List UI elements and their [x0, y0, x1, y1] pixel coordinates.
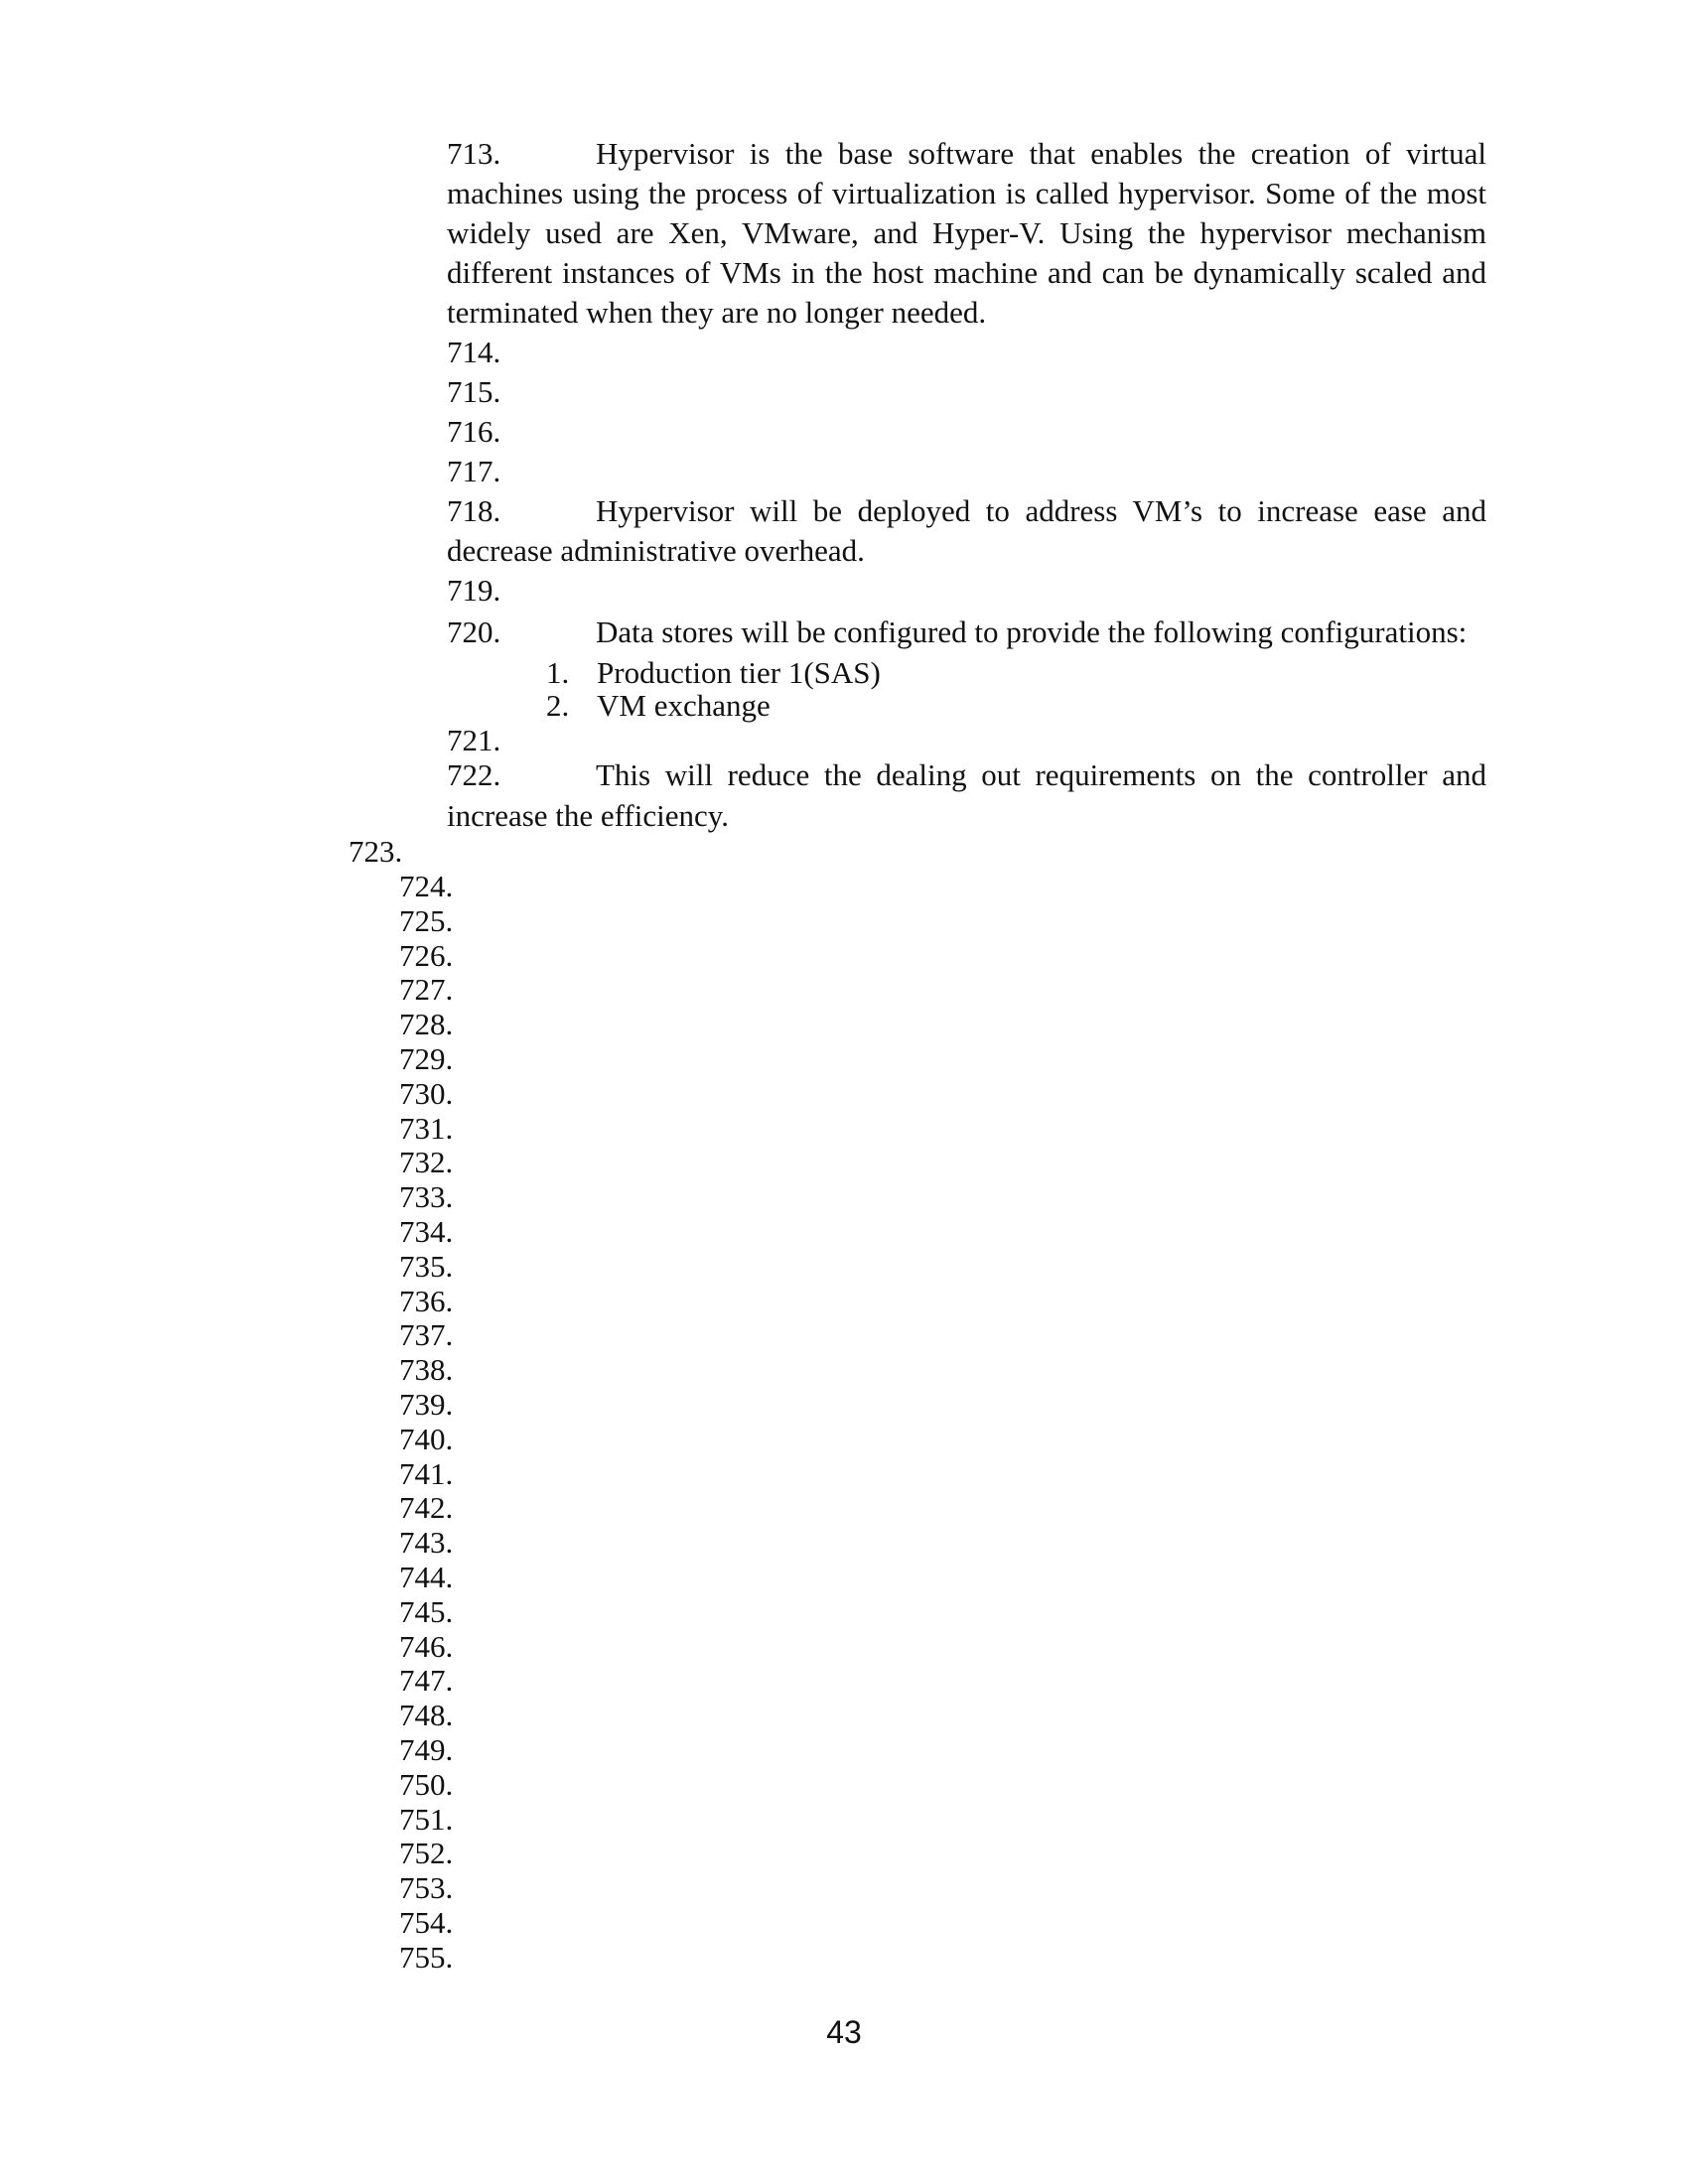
- line-number-714: 714.: [447, 335, 501, 369]
- list-marker-2: 2.: [546, 688, 570, 723]
- line-number-727: 727.: [399, 972, 454, 1008]
- line-number-734: 734.: [399, 1214, 454, 1249]
- list-item-production-tier: Production tier 1(SAS): [597, 655, 881, 690]
- paragraph-713-line-4: different instances of VMs in the host machine and can be dynamically scaled and: [447, 255, 1486, 290]
- line-number-722: 722.: [447, 757, 501, 792]
- line-number-716: 716.: [447, 414, 501, 449]
- line-number-742: 742.: [399, 1490, 454, 1526]
- line-number-741: 741.: [399, 1455, 454, 1491]
- list-item-vm-exchange: VM exchange: [597, 688, 771, 723]
- line-number-715: 715.: [447, 374, 501, 409]
- line-number-738: 738.: [399, 1352, 454, 1388]
- paragraph-722-line-2: increase the efficiency.: [447, 798, 729, 833]
- line-number-730: 730.: [399, 1075, 454, 1111]
- paragraph-720-text: Data stores will be configured to provide the following configurations:: [596, 614, 1468, 649]
- line-number-717: 717.: [447, 454, 501, 488]
- paragraph-722-line-1: This will reduce the dealing out requirements on the controller and: [596, 757, 1486, 792]
- line-number-735: 735.: [399, 1248, 454, 1284]
- line-number-726: 726.: [399, 937, 454, 973]
- line-number-733: 733.: [399, 1179, 454, 1215]
- line-number-736: 736.: [399, 1283, 454, 1318]
- paragraph-713-line-5: terminated when they are no longer needed.: [447, 295, 987, 330]
- line-number-724: 724.: [399, 869, 454, 903]
- line-number-743: 743.: [399, 1525, 454, 1561]
- paragraph-713-line-2: machines using the process of virtualization is called hypervisor. Some of the most: [447, 176, 1486, 210]
- line-number-731: 731.: [399, 1110, 454, 1146]
- line-number-719: 719.: [447, 573, 501, 608]
- page-number: 43: [826, 2014, 862, 2050]
- paragraph-718-line-2: decrease administrative overhead.: [447, 533, 865, 568]
- line-number-753: 753.: [399, 1870, 454, 1906]
- line-number-740: 740.: [399, 1421, 454, 1456]
- line-number-739: 739.: [399, 1387, 454, 1422]
- line-number-729: 729.: [399, 1041, 454, 1076]
- line-number-748: 748.: [399, 1698, 454, 1733]
- line-number-737: 737.: [399, 1317, 454, 1353]
- line-number-745: 745.: [399, 1593, 454, 1629]
- line-number-749: 749.: [399, 1732, 454, 1767]
- paragraph-718-line-1: Hypervisor will be deployed to address VM’s to increase ease and: [596, 493, 1486, 528]
- line-number-728: 728.: [399, 1007, 454, 1042]
- line-number-744: 744.: [399, 1560, 454, 1594]
- line-number-754: 754.: [399, 1905, 454, 1940]
- list-marker-1: 1.: [546, 655, 570, 690]
- line-number-755: 755.: [399, 1939, 454, 1975]
- line-number-752: 752.: [399, 1836, 454, 1871]
- paragraph-713-line-3: widely used are Xen, VMware, and Hyper-V. Using the hypervisor mechanism: [447, 215, 1486, 250]
- line-number-747: 747.: [399, 1663, 454, 1699]
- line-number-746: 746.: [399, 1628, 454, 1664]
- line-number-750: 750.: [399, 1766, 454, 1802]
- line-number-723: 723.: [349, 834, 403, 869]
- paragraph-713-line-1: Hypervisor is the base software that enables the creation of virtual: [596, 136, 1486, 171]
- line-number-713: 713.: [447, 136, 501, 171]
- line-number-725: 725.: [399, 902, 454, 938]
- line-number-721: 721.: [447, 723, 501, 757]
- line-number-732: 732.: [399, 1145, 454, 1180]
- line-number-751: 751.: [399, 1801, 454, 1837]
- line-number-720: 720.: [447, 614, 501, 649]
- line-number-718: 718.: [447, 493, 501, 528]
